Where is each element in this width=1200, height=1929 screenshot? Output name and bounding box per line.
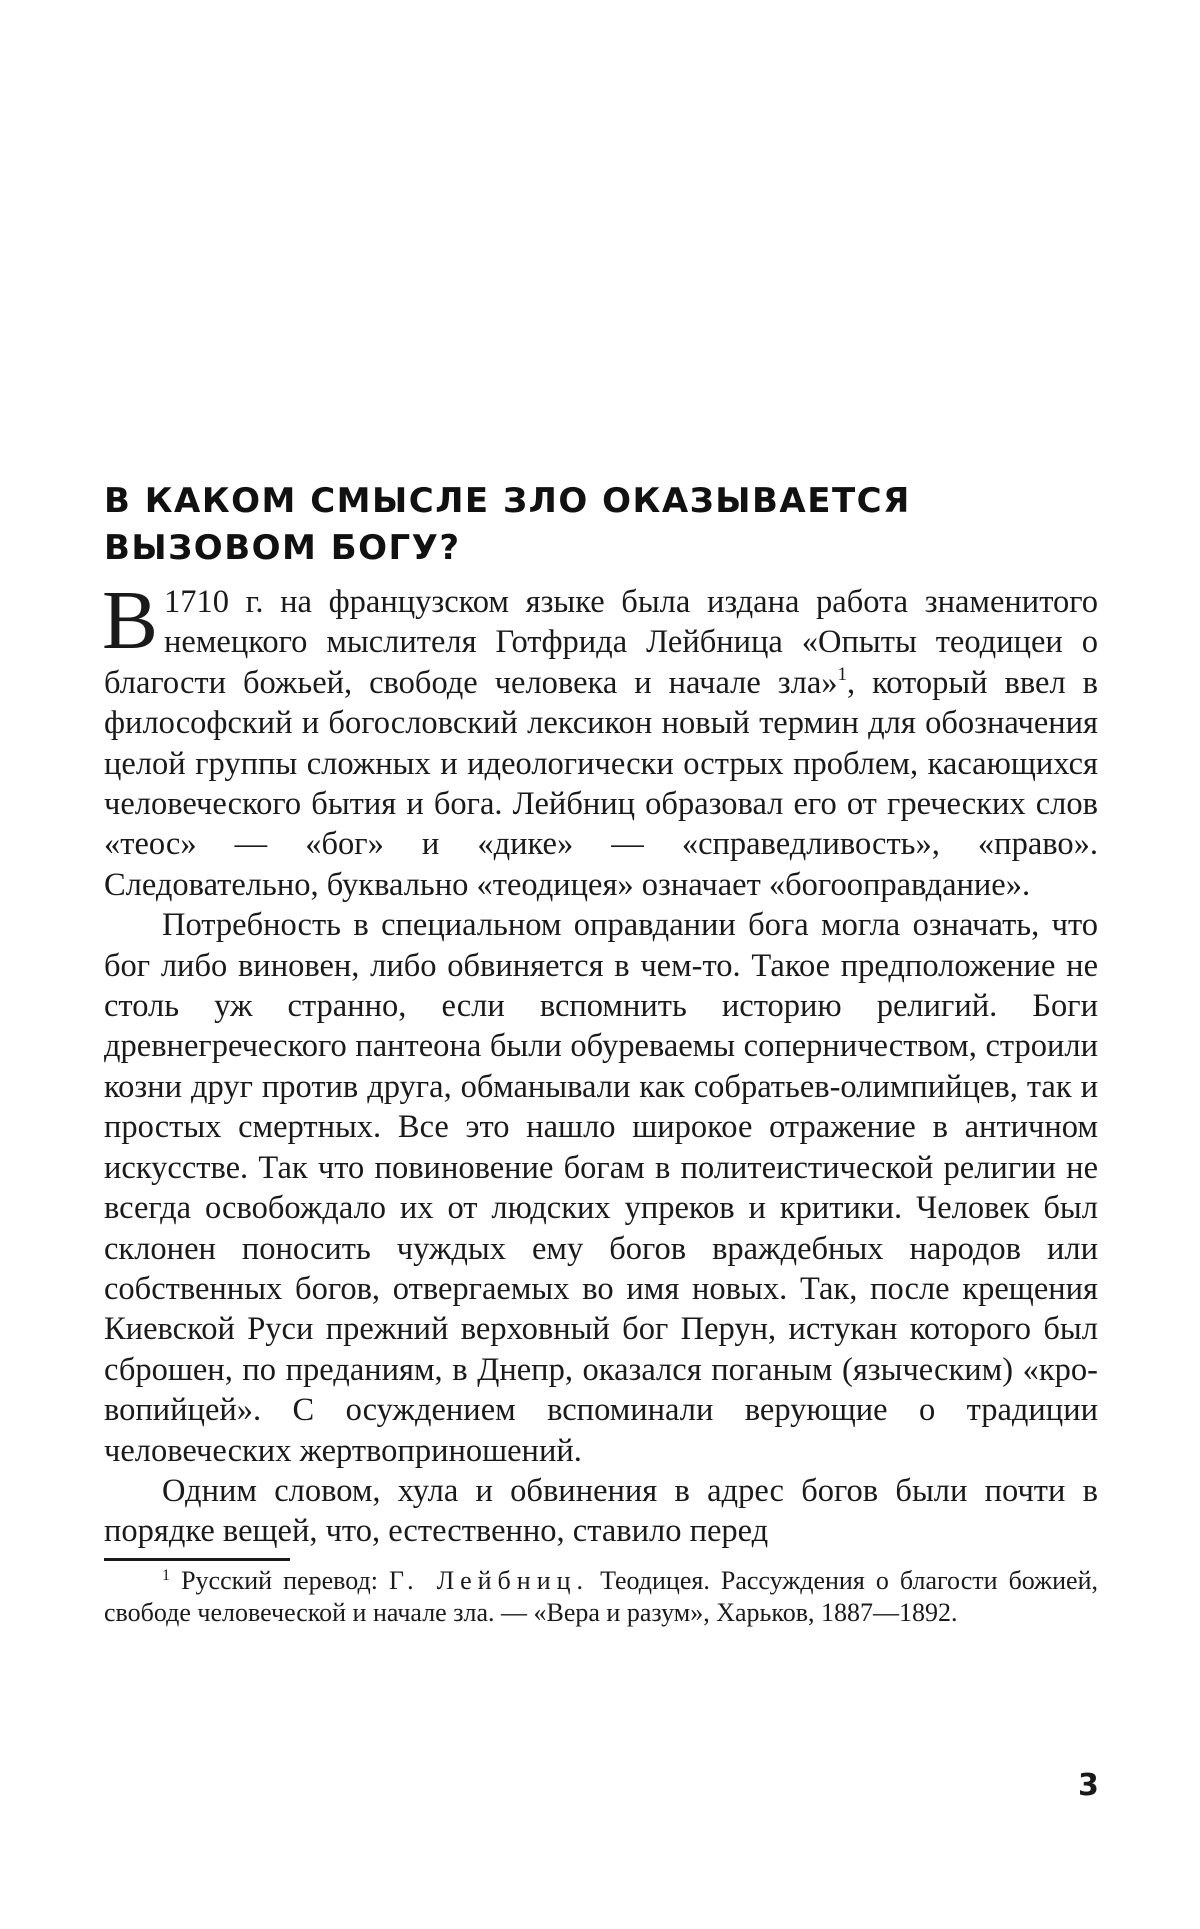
footnote-divider xyxy=(104,1558,290,1561)
footnote xyxy=(104,1565,1098,1629)
footnote-marker: 1 xyxy=(162,1566,170,1584)
chapter-title xyxy=(104,478,1098,572)
paragraph-1-text-b: , который ввел в философский и богословский лексикон новый термин для обозначения целой группы сложных и идеологически острых проблем, касающихся человеческого бытия и бога. Лейбниц образовал его от греческих слов «теос» — «бог» и «дике» — «справедливость», «право». Следовательно, буквально «теодицея» означает «богооправдание». xyxy=(104,664,1099,903)
chapter-title-line-1: В КАКОМ СМЫСЛЕ ЗЛО ОКАЗЫВАЕТСЯ xyxy=(104,481,911,521)
book-page xyxy=(104,478,1098,1629)
footnote-prefix: Русский перевод: xyxy=(181,1565,378,1595)
paragraph-3: Одним словом, хула и обвинения в адрес богов были почти в порядке вещей, что, естественно, ставило перед xyxy=(104,1472,1098,1550)
body-text xyxy=(102,574,1099,1552)
page-number: 3 xyxy=(1078,1768,1099,1803)
paragraph-1 xyxy=(102,574,1099,905)
footnote-author: Г. Лейбниц. xyxy=(388,1565,590,1595)
footnote-text: Теодицея. Рассуждения о благости божией, свободе человеческой и начале зла. — «Вера и разум», Харьков, 1887—1892. xyxy=(104,1565,1098,1627)
footnote-reference: 1 xyxy=(837,663,847,685)
paragraph-2: Потребность в специальном оправдании бога могла означать, что бог либо виновен, либо обвиняется в чем-то. Такое предположение не столь уж странно, если вспомнить историю религий. Боги древнегреческого пантеона были обуреваемы соперничеством, строили козни друг против друга, обманывали как собратьев-олимпийцев, так и простых смертных. Все это нашло широкое отражение в античном искусстве. Так что повиновение богам в политеистической религии не всегда освобождало их от людских упреков и критики. Человек был склонен поносить чуждых ему богов враждебных народов или собственных богов, отвергаемых во имя новых. Так, после крещения Киевской Руси прежний верховный бог Перун, истукан которого был сброшен, по преданиям, в Днепр, оказался поганым (языческим) «кровопийцей». С осуждением вспоминали верующие о традиции человеческих жертвоприношений. xyxy=(104,907,1098,1469)
paragraph-1-text-a: 1710 г. на французском языке была издана работа знаменитого немецкого мыслителя Готфрида Лейбница «Опыты теодицеи о благости божьей, свободе человека и начале зла» xyxy=(104,584,1098,701)
drop-cap: В xyxy=(102,574,159,667)
chapter-title-line-2: ВЫЗОВОМ БОГУ? xyxy=(104,528,461,568)
